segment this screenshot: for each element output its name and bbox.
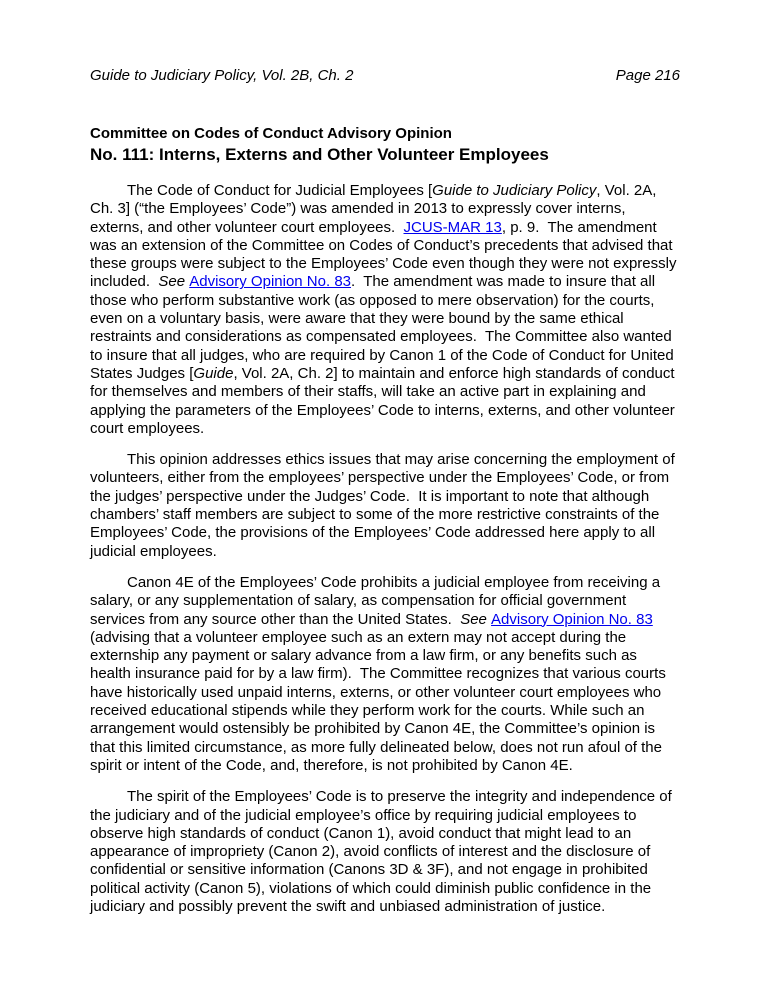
text-run: , Vol. 2A, Ch. 3] (“the Employees’ Code”) was amended in 2013 to expressly cover interns, externs, and other volunteer court employees. bbox=[90, 182, 661, 236]
paragraph-2 bbox=[90, 451, 680, 561]
document-body bbox=[90, 182, 680, 916]
paragraph-3 bbox=[90, 574, 680, 775]
text-run: The spirit of the Employees’ Code is to preserve the integrity and independence of the judiciary and of the judicial employee’s office by requiring judicial employees to observe high standards of conduct (Canon 1), avoid conduct that might lead to an appearance of impropriety (Canon 2), avoid conflicts of interest and the disclosure of confidential or sensitive information (Canons 3D & 3F), and not engage in prohibited political activity (Canon 5), violations of which could diminish public confidence in the judiciary and possibly prevent the swift and unbiased administration of justice. bbox=[90, 788, 676, 915]
text-run: This opinion addresses ethics issues that may arise concerning the employment of volunteers, either from the employees’ perspective under the Employees’ Code, or from the judges’ perspective under the Judges’ Code. It is important to note that although chambers’ staff members are subject to some of the more restrictive constraints of the Employees’ Code, the provisions of the Employees’ Code addressed here apply to all judicial employees. bbox=[90, 451, 679, 560]
text-run: (advising that a volunteer employee such as an extern may not accept during the externship any payment or salary advance from a law firm, or any benefits such as health insurance paid for by a law firm). The Committee recognizes that various courts have historically used unpaid interns, externs, or other volunteer court employees who received educational stipends while they perform work for the courts. While such an arrangement would ostensibly be prohibited by Canon 4E, the Committee’s opinion is that this limited circumstance, as more fully delineated below, does not run afoul of the spirit or intent of the Code, and, therefore, is not prohibited by Canon 4E. bbox=[90, 610, 670, 774]
text-run: . The amendment was made to insure that all those who perform substantive work (as opposed to mere observation) for the courts, even on a voluntary basis, were aware that they were bound by the same ethical restraints and considerations as compensated employees. The Committee also wanted to insure that all judges, who are required by Canon 1 of the Code of Conduct for United States Judges [ bbox=[90, 273, 678, 382]
advisory-opinion-83-link[interactable]: Advisory Opinion No. 83 bbox=[491, 610, 653, 628]
advisory-opinion-83-link[interactable]: Advisory Opinion No. 83 bbox=[189, 273, 351, 291]
text-run: , Vol. 2A, Ch. 2] to maintain and enforce high standards of conduct for themselves and members of their staffs, will take an active part in explaining and applying the parameters of the Employees’ Code to interns, externs, and other volunteer court employees. bbox=[90, 364, 679, 437]
opinion-title-committee-line: Committee on Codes of Conduct Advisory Opinion bbox=[90, 125, 452, 142]
opinion-title bbox=[90, 123, 680, 166]
italic-text-run: Guide to Judiciary Policy bbox=[432, 182, 597, 199]
running-header bbox=[90, 68, 680, 84]
opinion-title-number-line: No. 111: Interns, Externs and Other Volunteer Employees bbox=[90, 145, 549, 164]
text-run: The Code of Conduct for Judicial Employees [ bbox=[127, 182, 433, 199]
text-run: Canon 4E of the Employees’ Code prohibits a judicial employee from receiving a salary, or any supplementation of salary, as compensation for official government services from any source other than the United States. bbox=[90, 573, 665, 628]
italic-text-run: Guide bbox=[193, 364, 234, 382]
page-content bbox=[90, 68, 680, 929]
header-page-number: Page 216 bbox=[615, 67, 680, 84]
header-document-title: Guide to Judiciary Policy, Vol. 2B, Ch. 2 bbox=[90, 67, 354, 84]
italic-text-run: See bbox=[460, 610, 492, 628]
italic-text-run: See bbox=[158, 273, 190, 291]
paragraph-4 bbox=[90, 788, 680, 916]
paragraph-1 bbox=[90, 182, 680, 438]
text-run: , p. 9. The amendment was an extension of the Committee on Codes of Conduct’s precedents that advised that these groups were subject to the Employees’ Code even though they were not expressly included. bbox=[90, 218, 681, 291]
jcus-mar-13-link[interactable]: JCUS-MAR 13 bbox=[403, 218, 502, 236]
